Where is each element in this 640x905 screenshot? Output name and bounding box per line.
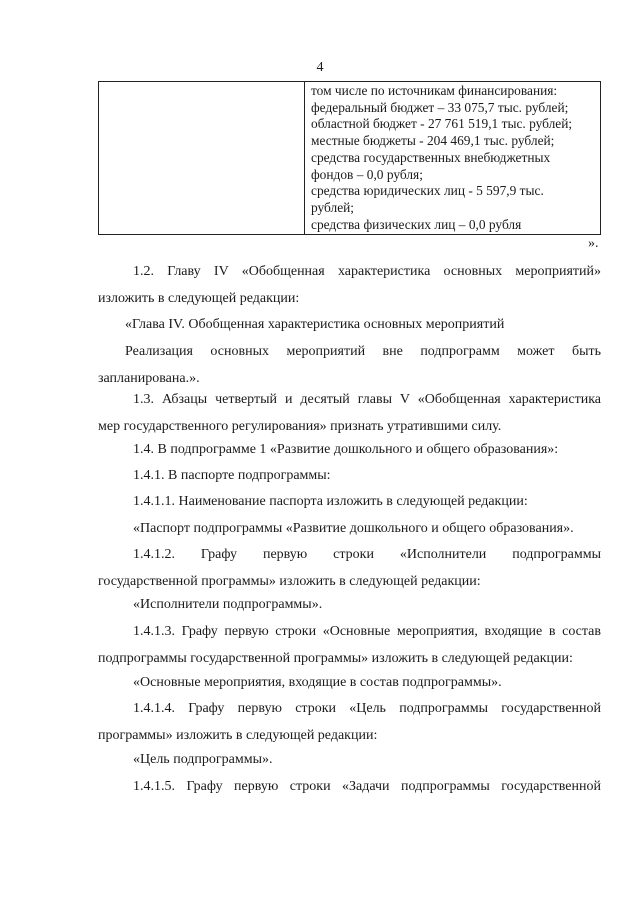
table-line: средства юридических лиц - 5 597,9 тыс. — [311, 183, 544, 199]
paragraph-line: 1.4.1.5. Графу первую строки «Задачи подпрограммы государственной — [133, 779, 601, 794]
main-activities-line — [98, 669, 601, 696]
paragraph-line: Реализация основных мероприятий вне подпрограмм может быть — [125, 344, 601, 359]
paragraph-1-4-1-2 — [98, 541, 601, 595]
paragraph-line: 1.3. Абзацы четвертый и десятый главы V «Обобщенная характеристика — [133, 392, 601, 407]
paragraph-1-2 — [98, 258, 601, 312]
table-right-cell — [305, 82, 600, 234]
paragraph-1-4-1-4 — [98, 695, 601, 749]
paragraph-line: «Глава IV. Обобщенная характеристика основных мероприятий — [125, 317, 505, 332]
table-left-cell — [99, 82, 305, 234]
chapter-title — [98, 311, 601, 338]
paragraph-line: программы» изложить в следующей редакции: — [98, 728, 378, 743]
paragraph-line: государственной программы» изложить в следующей редакции: — [98, 574, 481, 589]
paragraph-1-4-1-3 — [98, 618, 601, 672]
financing-table — [98, 81, 601, 235]
table-line: рублей; — [311, 199, 355, 215]
paragraph-line: «Цель подпрограммы». — [133, 752, 273, 767]
table-line: средства государственных внебюджетных — [311, 149, 551, 165]
paragraph-line: 1.4.1.3. Графу первую строки «Основные мероприятия, входящие в состав — [133, 624, 601, 639]
paragraph-line: подпрограммы государственной программы» изложить в следующей редакции: — [98, 651, 573, 666]
table-line: местные бюджеты - 204 469,1 тыс. рублей; — [311, 133, 555, 149]
paragraph-line: запланирована.». — [98, 371, 200, 386]
paragraph-line: 1.4.1.4. Графу первую строки «Цель подпрограммы государственной — [133, 701, 601, 716]
paragraph-1-3 — [98, 386, 601, 440]
table-line: фондов – 0,0 рубля; — [311, 166, 423, 182]
paragraph-line: 1.4.1.1. Наименование паспорта изложить в следующей редакции: — [133, 494, 528, 509]
paragraph-line: 1.4. В подпрограмме 1 «Развитие дошкольного и общего образования»: — [133, 442, 559, 457]
paragraph-line: мер государственного регулирования» признать утратившими силу. — [98, 419, 502, 434]
paragraph-1-4-1 — [98, 462, 601, 489]
paragraph-line: «Основные мероприятия, входящие в состав подпрограммы». — [133, 675, 502, 690]
table-line: средства физических лиц – 0,0 рубля — [311, 216, 522, 232]
paragraph-line: 1.2. Главу IV «Обобщенная характеристика основных мероприятий» — [133, 264, 601, 279]
executors-line — [98, 591, 601, 618]
paragraph-line: 1.4.1. В паспорте подпрограммы: — [133, 468, 331, 483]
paragraph-1-4 — [98, 436, 601, 463]
goal-line — [98, 746, 601, 773]
page-number: 4 — [316, 60, 324, 75]
paragraph-line: 1.4.1.2. Графу первую строки «Исполнители подпрограммы — [133, 547, 601, 562]
paragraph-line: «Паспорт подпрограммы «Развитие дошкольного и общего образования». — [133, 521, 574, 536]
table-line: областной бюджет - 27 761 519,1 тыс. рублей; — [311, 116, 573, 132]
table-line: том числе по источникам финансирования: — [311, 83, 558, 98]
paragraph-realization — [98, 338, 601, 392]
passport-title — [98, 515, 601, 542]
paragraph-1-4-1-1 — [98, 488, 601, 515]
paragraph-1-4-1-5 — [98, 773, 601, 800]
paragraph-line: «Исполнители подпрограммы». — [133, 597, 323, 612]
closing-quote: ». — [588, 236, 599, 251]
paragraph-line: изложить в следующей редакции: — [98, 291, 300, 306]
table-line: федеральный бюджет – 33 075,7 тыс. рублей; — [311, 99, 569, 115]
